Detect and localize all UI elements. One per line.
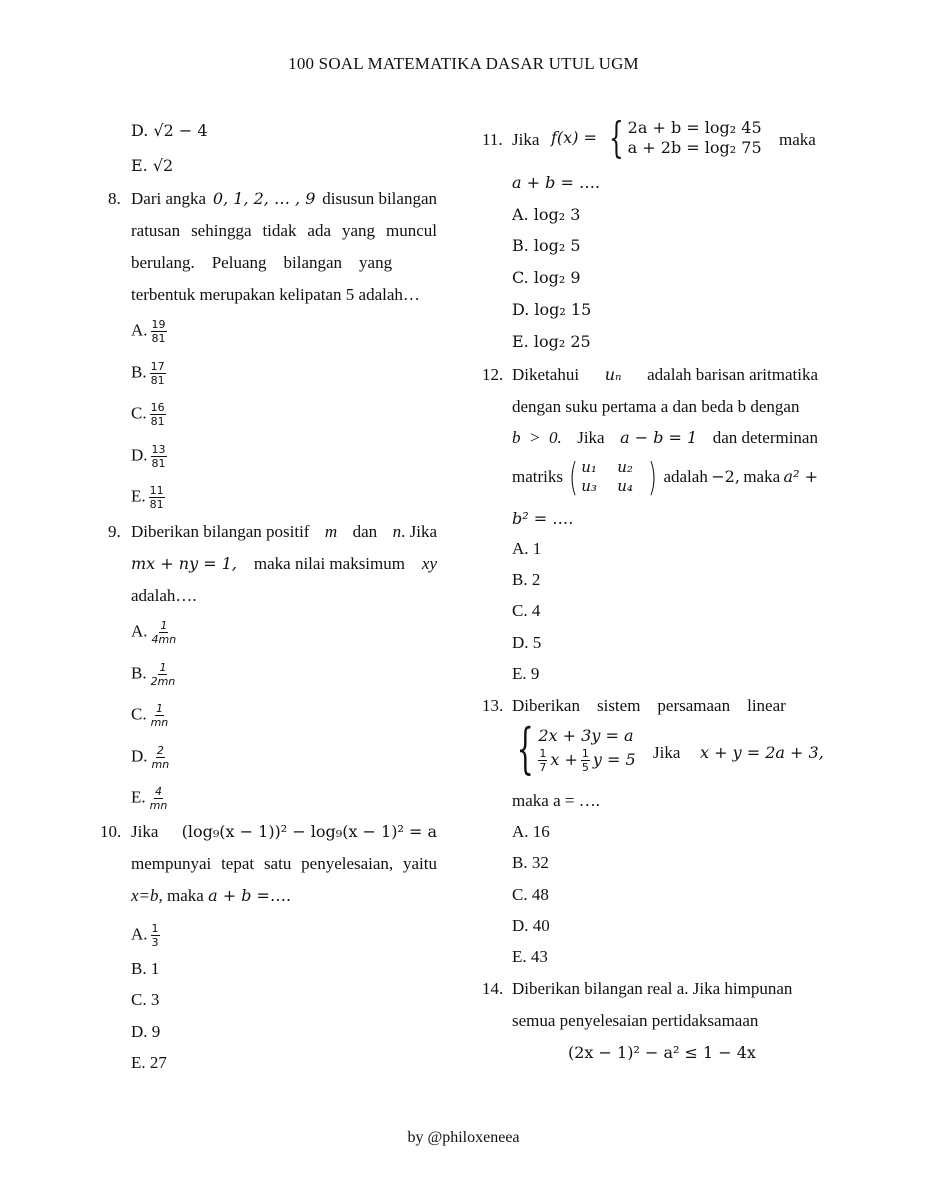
q8-number: 8.	[108, 189, 121, 208]
q8-option-e	[131, 484, 165, 511]
q9-var-m: m	[324, 522, 338, 541]
fraction	[151, 619, 178, 646]
matrix-cell: u₄	[617, 477, 633, 495]
q8-text: Dari angka	[131, 189, 207, 208]
brace-icon: {	[516, 717, 534, 780]
q10-text: x=b,	[131, 886, 163, 905]
fraction	[151, 744, 171, 771]
q10-text: maka	[167, 886, 204, 905]
q9-var-xy: xy	[421, 554, 437, 573]
q13-cond: x + y = 2a + 3,	[700, 743, 824, 762]
q14-line1: Diberikan bilangan real a. Jika himpunan	[512, 979, 793, 998]
option-value: 27	[149, 1053, 167, 1072]
q8-line4: terbentuk merupakan kelipatan 5 adalah…	[131, 285, 420, 304]
fraction-numerator: 1	[151, 922, 159, 935]
fraction	[151, 318, 167, 345]
q9-option-b	[131, 661, 176, 688]
fraction-numerator: 19	[151, 318, 166, 331]
q12-math: −2,	[711, 467, 740, 486]
q9-line2	[131, 553, 437, 575]
q8-option-d	[131, 443, 167, 470]
q11-option-c: C. log₂ 9	[512, 268, 581, 287]
option-label: D.	[131, 746, 148, 766]
fraction-denominator: 3	[151, 936, 159, 949]
fraction	[149, 484, 165, 511]
q13-option-c: C. 48	[512, 885, 549, 904]
q13-row1: 2x + 3y = a	[538, 725, 634, 745]
q12-text: b > 0.	[512, 428, 562, 447]
q10-option-c	[131, 989, 159, 1011]
q10-option-b	[131, 958, 159, 980]
q9-option-e	[131, 785, 168, 812]
fraction-numerator: 16	[150, 401, 165, 414]
system-rows	[628, 118, 762, 158]
q13-line1: Diberikan sistem persamaan linear	[512, 696, 786, 715]
q11-system	[603, 113, 762, 162]
q8-option-a	[131, 318, 167, 345]
fraction-denominator: mn	[150, 716, 169, 729]
q14-number: 14.	[482, 979, 504, 998]
fraction-denominator: mn	[151, 758, 170, 771]
option-value: 1	[150, 959, 160, 978]
fraction-denominator: 2mn	[150, 675, 176, 688]
q8-math: 0, 1, 2, … , 9	[212, 189, 316, 208]
fraction	[150, 661, 177, 688]
q9-text: dan	[352, 522, 378, 541]
q10-option-e	[131, 1052, 167, 1074]
matrix-cell: u₁	[581, 458, 597, 476]
fraction	[150, 702, 170, 729]
q12-option-a: A. 1	[512, 539, 542, 558]
option-value: 3	[150, 990, 160, 1009]
q14-inequality: (2x − 1)² − a² ≤ 1 − 4x	[568, 1043, 756, 1062]
q10-math: a + b =….	[208, 886, 292, 905]
q8-text: disusun bilangan	[322, 189, 437, 208]
fraction	[538, 747, 547, 774]
q13-option-b: B. 32	[512, 853, 549, 872]
q11-option-b: B. log₂ 5	[512, 236, 581, 255]
right-paren-icon: )	[648, 455, 658, 499]
fraction-denominator: 7	[539, 760, 547, 774]
q12-option-e: E. 9	[512, 664, 540, 683]
option-value: 9	[151, 1022, 161, 1041]
option-label: E.	[131, 787, 146, 807]
page-header: 100 SOAL MATEMATIKA DASAR UTUL UGM	[288, 54, 639, 73]
q12-math: a − b = 1	[620, 428, 698, 447]
q10-line2: mempunyai tepat satu penyelesaian, yaitu	[131, 854, 437, 873]
fraction-denominator: 81	[151, 457, 166, 470]
q8-line3: berulang. Peluang bilangan yang	[131, 253, 393, 272]
q9-var-n: n	[392, 522, 402, 541]
fraction-numerator: 1	[160, 619, 168, 632]
q13-line3: maka a = ….	[512, 791, 600, 810]
option-label: C.	[131, 704, 147, 724]
q13-jika: Jika	[653, 743, 681, 762]
matrix-grid	[581, 458, 645, 496]
q12-option-c: C. 4	[512, 601, 541, 620]
q11-fx: f(x) =	[551, 128, 597, 147]
q13-system	[508, 717, 636, 780]
q9-var-n-group	[393, 521, 437, 543]
fraction-denominator: 81	[150, 415, 165, 428]
q11-option-a: A. log₂ 3	[512, 205, 581, 224]
q8-option-c	[131, 401, 166, 428]
q9-number: 9.	[108, 522, 121, 541]
brace-icon: {	[608, 113, 624, 162]
q12-text: matriks	[512, 467, 563, 486]
fraction-denominator: mn	[149, 799, 168, 812]
fraction-denominator: 4mn	[151, 633, 177, 646]
q11-row2: a + 2b = log₂ 75	[627, 138, 762, 157]
fraction	[151, 922, 160, 949]
option-label: B.	[131, 959, 147, 978]
option-label: C.	[131, 403, 147, 423]
q10-number: 10.	[100, 822, 122, 841]
option-label: B.	[131, 663, 147, 683]
q8-option-b	[131, 360, 166, 387]
matrix-cell: u₂	[617, 458, 633, 476]
q10-text: Jika	[131, 822, 159, 841]
option-label: E.	[131, 486, 146, 506]
q8-line1	[131, 188, 437, 210]
q9-line1	[131, 521, 437, 543]
q11-row1: 2a + b = log₂ 45	[627, 118, 762, 137]
fraction-numerator: 2	[156, 744, 164, 757]
q10-math: (log₉(x − 1))² − log₉(x − 1)² = a	[181, 822, 437, 841]
q9-option-d	[131, 744, 170, 771]
option-label: D.	[131, 445, 148, 465]
fraction-numerator: 1	[155, 702, 163, 715]
fraction-denominator: 5	[581, 760, 589, 774]
fraction	[149, 785, 169, 812]
fraction-numerator: 4	[154, 785, 162, 798]
page-footer: by @philoxeneea	[407, 1129, 520, 1146]
q8-line2: ratusan sehingga tidak ada yang muncul	[131, 221, 437, 240]
fraction-denominator: 81	[150, 374, 165, 387]
fraction-denominator: 81	[151, 332, 166, 345]
matrix-cell: u₃	[581, 477, 597, 495]
fraction-numerator: 17	[150, 360, 165, 373]
fraction-numerator: 11	[149, 484, 164, 497]
q12-un: uₙ	[604, 365, 622, 384]
option-label: B.	[131, 362, 147, 382]
fraction	[581, 747, 590, 774]
q7-option-d: D. √2 − 4	[131, 121, 208, 140]
q12-line1	[512, 364, 818, 386]
q12-text: maka	[743, 467, 781, 486]
q12-matrix	[566, 455, 660, 499]
fraction	[150, 401, 166, 428]
q12-option-b: B. 2	[512, 570, 541, 589]
fraction	[150, 360, 166, 387]
q9-text: maka nilai maksimum	[253, 554, 405, 573]
q13-row2-end: y = 5	[592, 750, 636, 769]
option-label: C.	[131, 990, 147, 1009]
q12-text: adalah barisan aritmatika	[647, 365, 818, 384]
q13-option-e: E. 43	[512, 947, 548, 966]
q11-option-d: D. log₂ 15	[512, 300, 592, 319]
q13-option-a: A. 16	[512, 822, 550, 841]
fraction-numerator: 1	[159, 661, 167, 674]
q9-line3: adalah….	[131, 586, 197, 605]
option-label: A.	[131, 320, 148, 340]
q11-function	[551, 113, 762, 162]
q10-option-a	[131, 922, 160, 949]
q10-line3	[131, 885, 291, 907]
q9-option-a	[131, 619, 177, 646]
fraction-numerator: 1	[539, 746, 547, 760]
fraction-denominator: 81	[149, 498, 164, 511]
q13-row2-mid: x +	[550, 750, 578, 769]
q12-line2: dengan suku pertama a dan beda b dengan	[512, 397, 800, 416]
q11-option-e: E. log₂ 25	[512, 332, 591, 351]
q13-row2	[538, 747, 635, 774]
q13-option-d: D. 40	[512, 916, 550, 935]
q10-option-d	[131, 1021, 160, 1043]
q9-text: Diberikan bilangan positif	[131, 522, 310, 541]
q12-text: adalah	[663, 467, 708, 486]
fraction-numerator: 13	[151, 443, 166, 456]
q11-maka: maka	[779, 130, 816, 149]
fraction	[151, 443, 167, 470]
q12-line4	[512, 455, 818, 499]
q12-line3	[512, 427, 818, 449]
q12-text: dan determinan	[712, 428, 818, 447]
q10-line1	[131, 821, 437, 843]
option-label: E.	[131, 1053, 146, 1072]
q12-text: Jika	[577, 428, 605, 447]
fraction-numerator: 1	[581, 746, 589, 760]
q12-option-d: D. 5	[512, 633, 542, 652]
left-paren-icon: (	[569, 455, 579, 499]
q13-number: 13.	[482, 696, 504, 715]
q12-math: a² +	[783, 467, 818, 486]
system-rows	[538, 725, 635, 774]
q9-math: mx + ny = 1,	[131, 554, 237, 573]
q12-text: Diketahui	[512, 365, 580, 384]
q14-line2: semua penyelesaian pertidaksamaan	[512, 1011, 759, 1030]
q11-number: 11.	[482, 130, 503, 149]
q11-jika: Jika	[512, 130, 540, 149]
q7-option-e: E. √2	[131, 156, 174, 175]
q9-option-c	[131, 702, 169, 729]
option-label: A.	[131, 924, 148, 944]
q12-line5: b² = ….	[512, 509, 574, 528]
q12-number: 12.	[482, 365, 504, 384]
q9-text: . Jika	[401, 522, 437, 541]
q11-line2: a + b = ….	[512, 173, 601, 192]
option-label: A.	[131, 621, 148, 641]
option-label: D.	[131, 1022, 148, 1041]
